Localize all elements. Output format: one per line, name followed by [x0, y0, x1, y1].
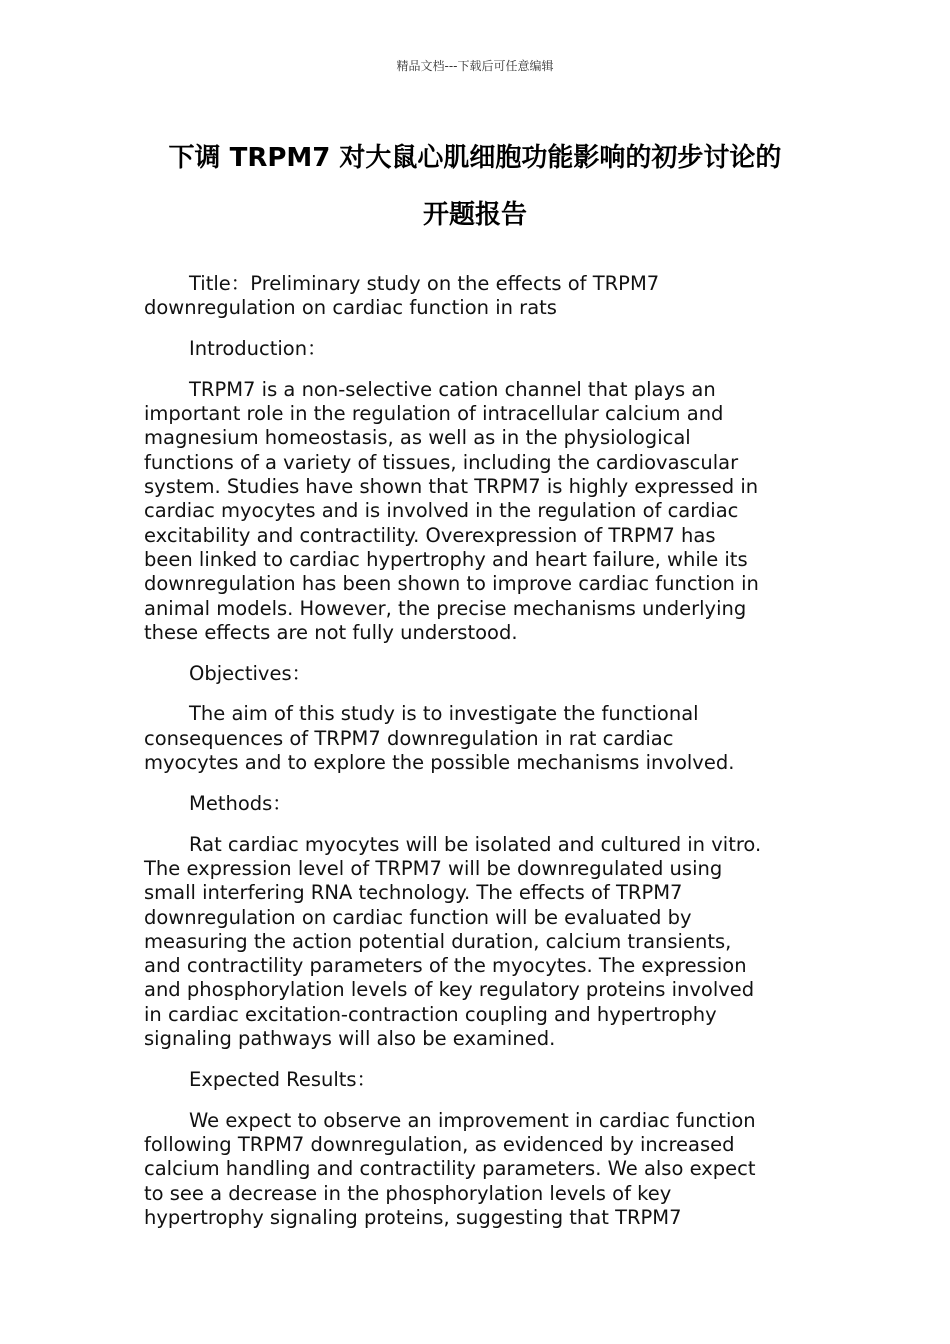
document-title: [120, 130, 830, 244]
paragraph-expected-results: We expect to observe an improvement in cardiac function following TRPM7 downregulation, as evidenced by increased calcium handling and contractility parameters. We also expect to see a decrease in the phosphorylation levels of key hypertrophy signaling proteins, suggesting that TRPM7: [144, 1108, 756, 1229]
heading-methods: Methods：: [189, 791, 292, 815]
paragraph-objectives: The aim of this study is to investigate the functional consequences of TRPM7 downregulation in rat cardiac myocytes and to explore the possible mechanisms involved.: [144, 702, 735, 775]
heading-objectives: Objectives：: [189, 661, 312, 685]
document-body: [144, 272, 810, 1247]
paragraph-title: Title：Preliminary study on the effects of TRPM7 downregulation on cardiac function in rats: [144, 272, 660, 320]
heading-introduction: Introduction：: [189, 337, 327, 361]
document-title-line-1: 下调 TRPM7 对大鼠心肌细胞功能影响的初步讨论的: [168, 143, 782, 173]
heading-expected-results: Expected Results：: [189, 1067, 377, 1091]
document-title-line-2: 开题报告: [422, 200, 527, 230]
paragraph-methods: Rat cardiac myocytes will be isolated and cultured in vitro. The expression level of TRPM7 will be downregulated using small interfering RNA technology. The effects of TRPM7 downregulation on cardiac function will be evaluated by measuring the action potential duration, calcium transients, and contractility parameters of the myocytes. The expression and phosphorylation levels of key regulatory proteins involved in cardiac excitation-contraction coupling and hypertrophy signaling pathways will also be examined.: [144, 832, 762, 1051]
paragraph-introduction: TRPM7 is a non-selective cation channel that plays an important role in the regulation of intracellular calcium and magnesium homeostasis, as well as in the physiological functions of a variety of tissues, including the cardiovascular system. Studies have shown that TRPM7 is highly expressed in cardiac myocytes and is involved in the regulation of cardiac excitability and contractility. Overexpression of TRPM7 has been linked to cardiac hypertrophy and heart failure, while its downregulation has been shown to improve cardiac function in animal models. However, the precise mechanisms underlying these effects are not fully understood.: [144, 377, 759, 644]
page-header-watermark: 精品文档---下载后可任意编辑: [396, 59, 554, 73]
